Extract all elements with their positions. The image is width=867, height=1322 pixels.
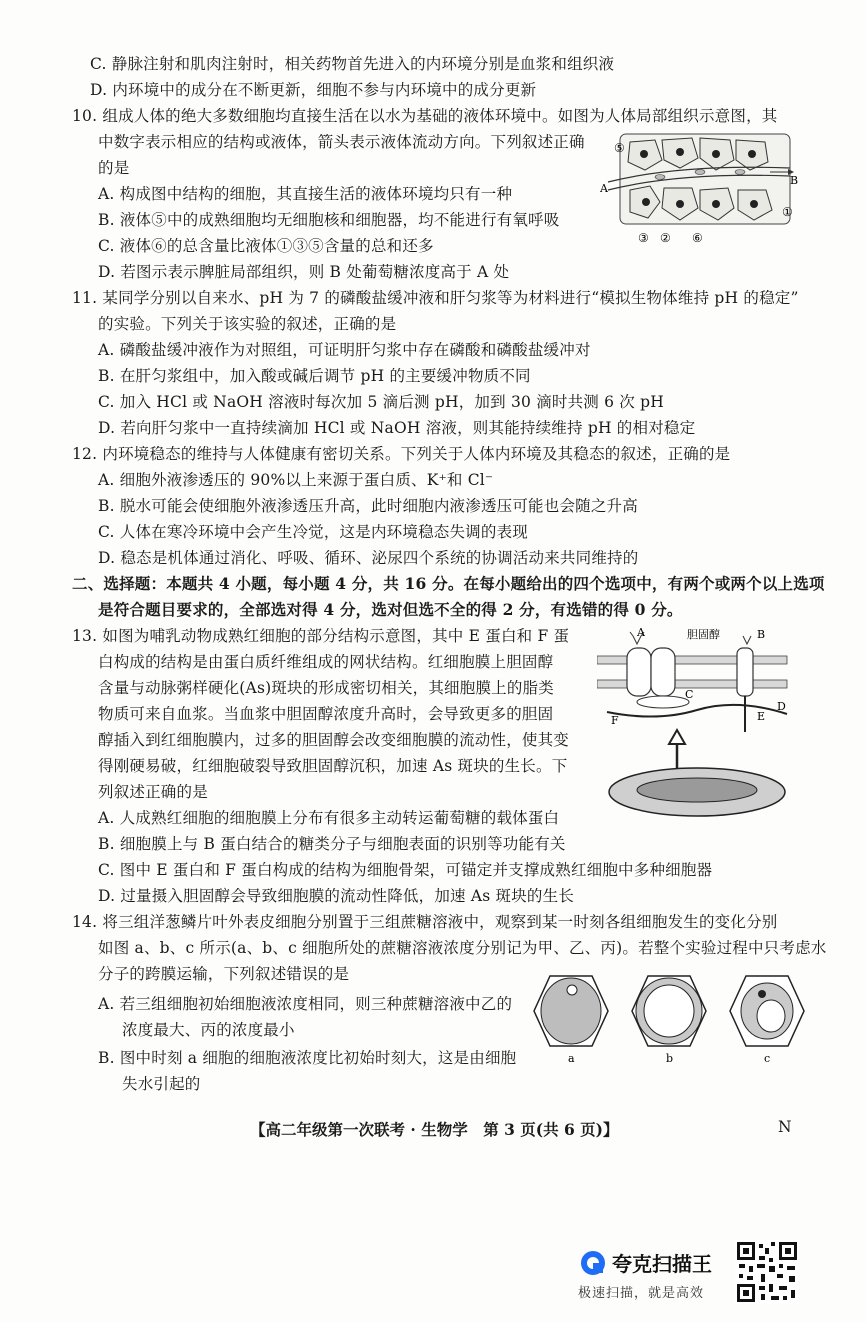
- label-f: F: [611, 714, 619, 727]
- q10-stem-line3: 的是: [98, 159, 130, 177]
- q12-option-d: D. 稳态是机体通过消化、呼吸、循环、泌尿四个系统的协调活动来共同维持的: [98, 549, 639, 567]
- q11-stem-line1: 11. 某同学分别以自来水、pH 为 7 的磷酸盐缓冲液和肝匀浆等为材料进行“模拟生物体维持 pH 的稳定”: [72, 289, 799, 307]
- rbc-membrane-figure: [597, 624, 795, 824]
- q14-option-a-line2: 浓度最大、丙的浓度最小: [122, 1021, 295, 1039]
- qr-code-icon: [735, 1240, 799, 1304]
- q14-option-b-line1: B. 图中时刻 a 细胞的细胞液浓度比初始时刻大，这是由细胞: [98, 1049, 517, 1067]
- label-a: a: [568, 1052, 575, 1065]
- q14-stem-line2: 如图 a、b、c 所示(a、b、c 细胞所处的蔗糖溶液浓度分别记为甲、乙、丙)。若整个实验过程中只考虑水: [98, 939, 827, 957]
- q10-stem-line2: 中数字表示相应的结构或液体，箭头表示液体流动方向。下列叙述正确: [98, 133, 585, 151]
- q10-option-a: A. 构成图中结构的细胞，其直接生活的液体环境均只有一种: [98, 185, 513, 203]
- q11-option-d: D. 若向肝匀浆中一直持续滴加 HCl 或 NaOH 溶液，则其能持续维持 pH 的相对稳定: [98, 419, 696, 437]
- q13-option-c: C. 图中 E 蛋白和 F 蛋白构成的结构为细胞骨架，可锚定并支撑成熟红细胞中多种细胞器: [98, 861, 713, 879]
- q14-option-b-line2: 失水引起的: [122, 1075, 201, 1093]
- q10-option-c: C. 液体⑥的总含量比液体①③⑤含量的总和还多: [98, 237, 434, 255]
- q13-option-a: A. 人成熟红细胞的细胞膜上分布有很多主动转运葡萄糖的载体蛋白: [98, 809, 560, 827]
- q12-option-c: C. 人体在寒冷环境中会产生冷觉，这是内环境稳态失调的表现: [98, 523, 528, 541]
- scanner-brand-name: 夸克扫描王: [612, 1252, 712, 1276]
- page-footer: 【高二年级第一次联考 · 生物学 第 3 页(共 6 页)】: [250, 1120, 619, 1139]
- q11-option-b: B. 在肝匀浆组中，加入酸或碱后调节 pH 的主要缓冲物质不同: [98, 367, 531, 385]
- label-a: A: [600, 182, 608, 195]
- q10-option-b: B. 液体⑤中的成熟细胞均无细胞核和细胞器，均不能进行有氧呼吸: [98, 211, 560, 229]
- label-c: c: [764, 1052, 771, 1065]
- q10-option-d: D. 若图示表示脾脏局部组织，则 B 处葡萄糖浓度高于 A 处: [98, 263, 510, 281]
- scanner-slogan: 极速扫描，就是高效: [578, 1286, 705, 1301]
- q14-stem-line3: 分子的跨膜运输，下列叙述错误的是: [98, 965, 350, 983]
- version-code: N: [778, 1118, 792, 1136]
- section2-heading-line2: 是符合题目要求的，全部选对得 4 分，选对但选不全的得 2 分，有选错的得 0 分。: [98, 600, 683, 619]
- tissue-diagram-figure: [600, 132, 800, 250]
- q11-option-a: A. 磷酸盐缓冲液作为对照组，可证明肝匀浆中存在磷酸和磷酸盐缓冲对: [98, 341, 591, 359]
- section2-heading-line1: 二、选择题：本题共 4 小题，每小题 4 分，共 16 分。在每小题给出的四个选项中，有两个或两个以上选项: [72, 574, 825, 593]
- q13-stem-line1: 13. 如图为哺乳动物成熟红细胞的部分结构示意图，其中 E 蛋白和 F 蛋: [72, 627, 570, 645]
- label-e: E: [757, 710, 766, 723]
- label-b: B: [757, 628, 766, 641]
- q14-option-a-line1: A. 若三组细胞初始细胞液浓度相同，则三种蔗糖溶液中乙的: [98, 995, 513, 1013]
- q13-option-d: D. 过量摄入胆固醇会导致细胞膜的流动性降低，加速 As 斑块的生长: [98, 887, 575, 905]
- label-circled-3: ③: [638, 231, 649, 245]
- onion-cells-figure: [530, 966, 810, 1066]
- label-circled-2: ②: [660, 231, 671, 245]
- label-c: C: [685, 688, 694, 701]
- q13-stem-line7: 列叙述正确的是: [98, 783, 208, 801]
- label-b: b: [666, 1052, 674, 1065]
- q11-option-c: C. 加入 HCl 或 NaOH 溶液时每次加 5 滴后测 pH，加到 30 滴时共测 6 次 pH: [98, 393, 664, 411]
- q10-stem-line1: 10. 组成人体的绝大多数细胞均直接生活在以水为基础的液体环境中。如图为人体局部组织示意图，其: [72, 107, 778, 125]
- label-circled-1: ①: [782, 205, 793, 219]
- q12-option-a: A. 细胞外液渗透压的 90%以上来源于蛋白质、K⁺和 Cl⁻: [98, 471, 494, 489]
- q13-option-b: B. 细胞膜上与 B 蛋白结合的糖类分子与细胞表面的识别等功能有关: [98, 835, 566, 853]
- q12-stem: 12. 内环境稳态的维持与人体健康有密切关系。下列关于人体内环境及其稳态的叙述，正确的是: [72, 445, 731, 463]
- label-d: D: [777, 700, 786, 713]
- scanner-logo-icon: [580, 1250, 606, 1276]
- label-cholesterol: 胆固醇: [687, 628, 720, 641]
- label-circled-5: ⑤: [614, 141, 625, 155]
- q11-stem-line2: 的实验。下列关于该实验的叙述，正确的是: [98, 315, 397, 333]
- q12-option-b: B. 脱水可能会使细胞外液渗透压升高，此时细胞内液渗透压可能也会随之升高: [98, 497, 638, 515]
- q13-stem-line2: 白构成的结构是由蛋白质纤维组成的网状结构。红细胞膜上胆固醇: [98, 653, 554, 671]
- q14-stem-line1: 14. 将三组洋葱鳞片叶外表皮细胞分别置于三组蔗糖溶液中，观察到某一时刻各组细胞发生的变化分别: [72, 913, 778, 931]
- q13-stem-line3: 含量与动脉粥样硬化(As)斑块的形成密切相关，其细胞膜上的脂类: [98, 679, 554, 697]
- q13-stem-line4: 物质可来自血浆。当血浆中胆固醇浓度升高时，会导致更多的胆固: [98, 705, 554, 723]
- q13-stem-line6: 得刚硬易破，红细胞破裂导致胆固醇沉积，加速 As 斑块的生长。下: [98, 757, 568, 775]
- label-a: A: [637, 626, 645, 639]
- label-b: B: [790, 174, 799, 187]
- q9-option-c: C. 静脉注射和肌肉注射时，相关药物首先进入的内环境分别是血浆和组织液: [90, 55, 615, 73]
- q9-option-d: D. 内环境中的成分在不断更新，细胞不参与内环境中的成分更新: [90, 81, 537, 99]
- q13-stem-line5: 醇插入到红细胞膜内，过多的胆固醇会改变细胞膜的流动性，使其变: [98, 731, 570, 749]
- label-circled-6: ⑥: [692, 231, 703, 245]
